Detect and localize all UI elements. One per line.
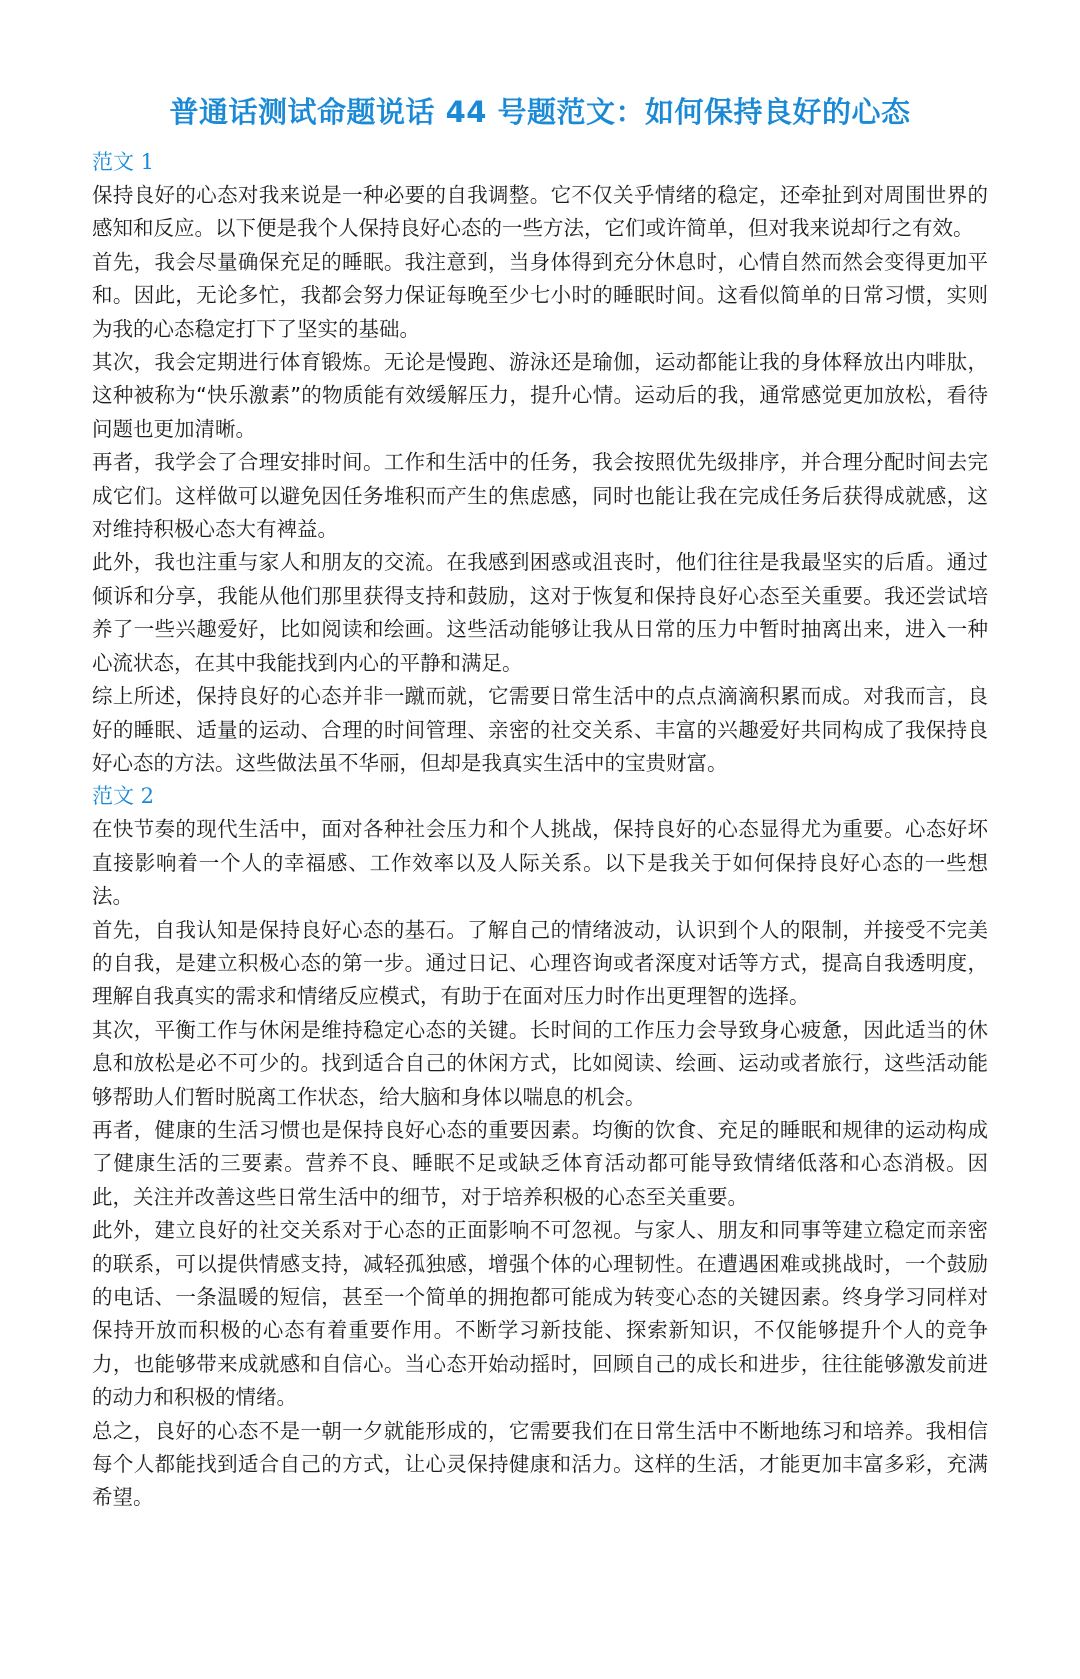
paragraph: 总之，良好的心态不是一朝一夕就能形成的，它需要我们在日常生活中不断地练习和培养。我相信每个人都能找到适合自己的方式，让心灵保持健康和活力。这样的生活，才能更加丰富多彩，充满希望。 bbox=[92, 1418, 988, 1510]
paragraph: 此外，我也注重与家人和朋友的交流。在我感到困惑或沮丧时，他们往往是我最坚实的后盾。通过倾诉和分享，我能从他们那里获得支持和鼓励，这对于恢复和保持良好心态至关重要。我还尝试培养了一些兴趣爱好，比如阅读和绘画。这些活动能够让我从日常的压力中暂时抽离出来，进入一种心流状态，在其中我能找到内心的平静和满足。 bbox=[92, 550, 988, 675]
paragraph: 首先，我会尽量确保充足的睡眠。我注意到，当身体得到充分休息时，心情自然而然会变得更加平和。因此，无论多忙，我都会努力保证每晚至少七小时的睡眠时间。这看似简单的日常习惯，实则为我的心态稳定打下了坚实的基础。 bbox=[92, 249, 988, 341]
paragraph: 首先，自我认知是保持良好心态的基石。了解自己的情绪波动，认识到个人的限制，并接受不完美的自我，是建立积极心态的第一步。通过日记、心理咨询或者深度对话等方式，提高自我透明度，理解自我真实的需求和情绪反应模式，有助于在面对压力时作出更理智的选择。 bbox=[92, 917, 988, 1009]
paragraph: 其次，平衡工作与休闲是维持稳定心态的关键。长时间的工作压力会导致身心疲惫，因此适当的休息和放松是必不可少的。找到适合自己的休闲方式，比如阅读、绘画、运动或者旅行，这些活动能够帮助人们暂时脱离工作状态，给大脑和身体以喘息的机会。 bbox=[92, 1017, 988, 1109]
page-title: 普通话测试命题说话 44 号题范文：如何保持良好的心态 bbox=[169, 95, 911, 129]
paragraph: 在快节奏的现代生活中，面对各种社会压力和个人挑战，保持良好的心态显得尤为重要。心态好坏直接影响着一个人的幸福感、工作效率以及人际关系。以下是我关于如何保持良好心态的一些想法。 bbox=[92, 817, 988, 909]
document-body bbox=[92, 146, 988, 1515]
section-heading-2: 范文 2 bbox=[92, 784, 155, 809]
paragraph: 其次，我会定期进行体育锻炼。无论是慢跑、游泳还是瑜伽，运动都能让我的身体释放出内啡肽，这种被称为“快乐激素”的物质能有效缓解压力，提升心情。运动后的我，通常感觉更加放松，看待问题也更加清晰。 bbox=[92, 350, 988, 441]
paragraph: 再者，健康的生活习惯也是保持良好心态的重要因素。均衡的饮食、充足的睡眠和规律的运动构成了健康生活的三要素。营养不良、睡眠不足或缺乏体育活动都可能导致情绪低落和心态消极。因此，关注并改善这些日常生活中的细节，对于培养积极的心态至关重要。 bbox=[92, 1117, 988, 1209]
paragraph: 综上所述，保持良好的心态并非一蹴而就，它需要日常生活中的点点滴滴积累而成。对我而言，良好的睡眠、适量的运动、合理的时间管理、亲密的社交关系、丰富的兴趣爱好共同构成了我保持良好心态的方法。这些做法虽不华丽，但却是我真实生活中的宝贵财富。 bbox=[92, 684, 988, 775]
paragraph: 此外，建立良好的社交关系对于心态的正面影响不可忽视。与家人、朋友和同事等建立稳定而亲密的联系，可以提供情感支持，减轻孤独感，增强个体的心理韧性。在遭遇困难或挑战时，一个鼓励的电话、一条温暖的短信，甚至一个简单的拥抱都可能成为转变心态的关键因素。终身学习同样对保持开放而积极的心态有着重要作用。不断学习新技能、探索新知识，不仅能够提升个人的竞争力，也能够带来成就感和自信心。当心态开始动摇时，回顾自己的成长和进步，往往能够激发前进的动力和积极的情绪。 bbox=[92, 1218, 988, 1410]
section-heading-1: 范文 1 bbox=[92, 150, 155, 174]
paragraph: 再者，我学会了合理安排时间。工作和生活中的任务，我会按照优先级排序，并合理分配时间去完成它们。这样做可以避免因任务堆积而产生的焦虑感，同时也能让我在完成任务后获得成就感，这对维持积极心态大有裨益。 bbox=[92, 450, 988, 542]
paragraph: 保持良好的心态对我来说是一种必要的自我调整。它不仅关乎情绪的稳定，还牵扯到对周围世界的感知和反应。以下便是我个人保持良好心态的一些方法，它们或许简单，但对我来说却行之有效。 bbox=[92, 183, 988, 241]
